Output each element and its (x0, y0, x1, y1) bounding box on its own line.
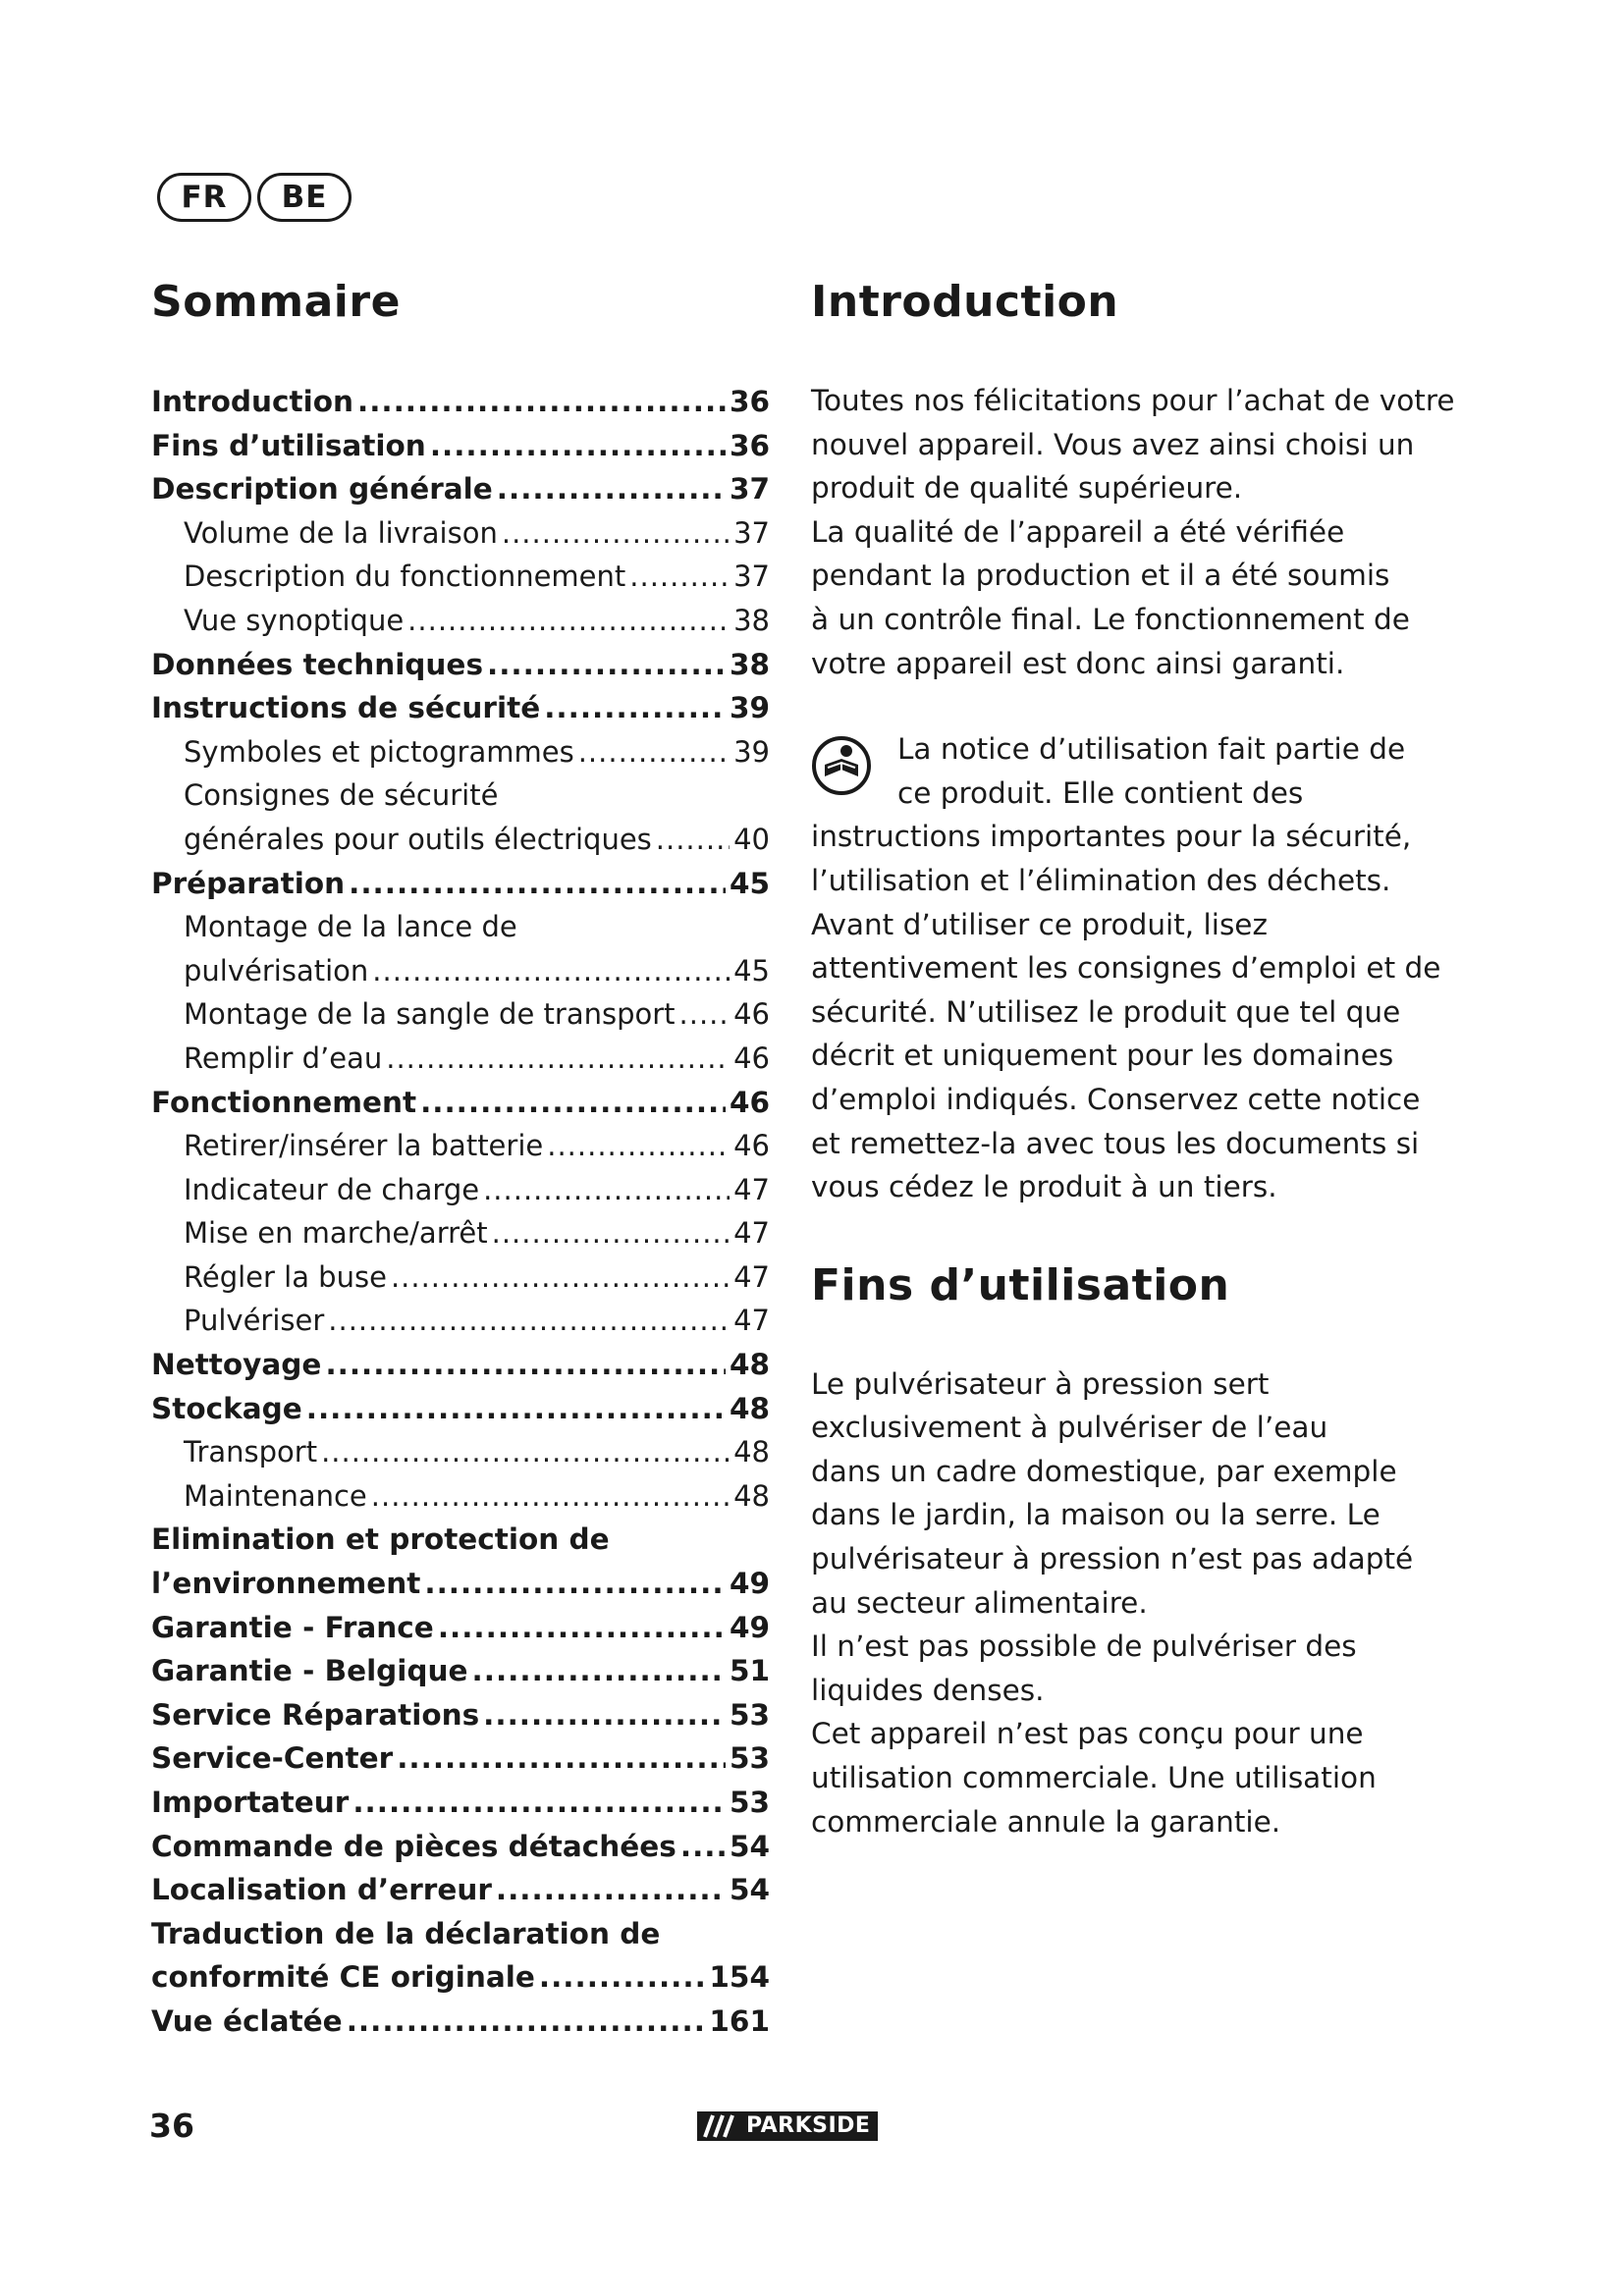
toc-entry (151, 1912, 770, 1956)
toc-entry-page: 54 (729, 1829, 770, 1863)
toc-entry-title: Description du fonctionnement (184, 560, 626, 594)
toc-entry-page: 37 (733, 560, 770, 594)
page-number: 36 (149, 2107, 194, 2145)
toc-entry-page: 53 (729, 1741, 770, 1776)
toc-entry (151, 1649, 770, 1693)
text-line: au secteur alimentaire. (811, 1585, 1148, 1620)
parkside-logo (697, 2111, 878, 2141)
toc-entry-title: Elimination et protection de (151, 1522, 610, 1557)
toc-entry-page: 45 (733, 953, 770, 988)
toc-leader-dots (321, 1430, 730, 1474)
toc-entry-page: 36 (729, 385, 770, 418)
toc-entry-title: Vue synoptique (184, 603, 405, 637)
text-line: nouvel appareil. Vous avez ainsi choisi un (811, 427, 1415, 461)
toc-entry-title: Indicateur de charge (184, 1172, 480, 1206)
notice-text (811, 727, 1459, 1209)
toc-entry-page: 47 (733, 1172, 770, 1206)
toc-entry-page: 46 (733, 1129, 770, 1163)
text-line: dans un cadre domestique, par exemple (811, 1454, 1397, 1488)
toc-entry-title: Volume de la livraison (184, 515, 498, 550)
toc-entry (151, 380, 770, 424)
toc-entry-page: 154 (709, 1960, 770, 1995)
toc-entry (151, 1606, 770, 1650)
toc-leader-dots (306, 1387, 726, 1431)
toc-entry-page: 37 (729, 472, 770, 507)
toc-leader-dots (656, 818, 730, 862)
toc-entry (151, 599, 770, 643)
toc-entry-title: Service Réparations (151, 1697, 480, 1732)
toc-entry-title: Stockage (151, 1391, 302, 1425)
toc-entry-page: 47 (733, 1304, 770, 1338)
text-line: votre appareil est donc ainsi garanti. (811, 646, 1345, 680)
text-line: Cet appareil n’est pas conçu pour une (811, 1717, 1364, 1751)
toc-entry-title: Service-Center (151, 1741, 394, 1776)
toc-entry (151, 1825, 770, 1869)
toc-entry (151, 1124, 770, 1168)
toc-entry-page: 38 (729, 647, 770, 681)
toc-entry (151, 1430, 770, 1474)
intended-use-title: Fins d’utilisation (811, 1259, 1230, 1310)
toc-leader-dots (497, 467, 726, 511)
toc-entry (151, 992, 770, 1037)
toc-entry-page: 40 (733, 822, 770, 856)
toc-leader-dots (391, 1255, 730, 1300)
toc-entry-title: Commande de pièces détachées (151, 1829, 677, 1863)
text-line: d’emploi indiqués. Conservez cette notice (811, 1082, 1421, 1116)
toc-entry-title: Nettoyage (151, 1348, 322, 1382)
toc-entry-page: 47 (733, 1216, 770, 1251)
text-line: sécurité. N’utilisez le produit que tel que (811, 994, 1401, 1029)
toc-entry-title: Symboles et pictogrammes (184, 734, 574, 769)
toc-entry (151, 818, 770, 862)
toc-entry (151, 1387, 770, 1431)
toc-entry-page: 39 (729, 691, 770, 725)
toc-entry (151, 1255, 770, 1300)
text-line: liquides denses. (811, 1673, 1045, 1707)
toc-entry-title: Traduction de la déclaration de (151, 1916, 661, 1950)
toc-entry (151, 511, 770, 556)
text-line: ce produit. Elle contient des (897, 775, 1304, 810)
brand-name: PARKSIDE (744, 2111, 878, 2141)
toc-entry-page: 49 (729, 1610, 770, 1644)
toc-leader-dots (544, 686, 726, 730)
toc-leader-dots (371, 1474, 730, 1519)
toc-entry-title: Maintenance (184, 1478, 367, 1513)
toc-entry (151, 1081, 770, 1125)
text-line: décrit et uniquement pour les domaines (811, 1039, 1394, 1073)
toc-entry-title: Garantie - Belgique (151, 1654, 468, 1688)
toc-leader-dots (547, 1124, 730, 1168)
toc-entry-title: Mise en marche/arrêt (184, 1216, 488, 1251)
text-line: pendant la production et il a été soumis (811, 559, 1390, 593)
toc-entry-page: 36 (729, 428, 770, 462)
toc-leader-dots (680, 1825, 726, 1869)
toc-entry (151, 424, 770, 468)
logo-slashes-icon (697, 2111, 744, 2141)
toc-entry-title: Montage de la lance de (184, 910, 517, 944)
text-line: La notice d’utilisation fait partie de (897, 732, 1406, 767)
text-line: vous cédez le produit à un tiers. (811, 1170, 1277, 1204)
toc-entry-page: 37 (733, 515, 770, 550)
toc-entry-title: Transport (184, 1435, 318, 1469)
toc-leader-dots (352, 1781, 726, 1825)
toc-entry-title: Importateur (151, 1786, 350, 1819)
toc-leader-dots (430, 424, 726, 468)
toc-entry-title: Remplir d’eau (184, 1041, 383, 1075)
toc-entry-title: pulvérisation (184, 953, 369, 988)
toc-leader-dots (372, 949, 730, 993)
text-line: La qualité de l’appareil a été vérifiée (811, 514, 1345, 549)
toc-entry-page: 46 (733, 1041, 770, 1075)
text-line: commerciale annule la garantie. (811, 1804, 1281, 1839)
toc-entry-title: Consignes de sécurité (184, 778, 499, 813)
toc-entry (151, 2000, 770, 2044)
toc-entry-title: l’environnement (151, 1567, 421, 1601)
toc-leader-dots (492, 1211, 730, 1255)
content-column (811, 270, 1459, 1843)
toc-entry-title: Préparation (151, 866, 346, 900)
text-line: utilisation commerciale. Une utilisation (811, 1761, 1377, 1795)
toc-leader-dots (539, 1955, 706, 2000)
toc-entry (151, 555, 770, 599)
toc-entry (151, 1168, 770, 1212)
toc-entry-page: 48 (733, 1478, 770, 1513)
toc-leader-dots (496, 1868, 726, 1912)
toc-leader-dots (347, 2000, 706, 2044)
toc-entry-title: Fonctionnement (151, 1085, 417, 1119)
notice-block (811, 727, 1459, 1209)
toc-entry-page: 45 (729, 866, 770, 900)
text-line: Il n’est pas possible de pulvériser des (811, 1629, 1357, 1664)
text-line: et remettez-la avec tous les documents si (811, 1126, 1420, 1160)
toc-entry (151, 1037, 770, 1081)
toc-leader-dots (679, 992, 731, 1037)
toc-entry-title: Localisation d’erreur (151, 1873, 492, 1907)
toc-leader-dots (472, 1649, 726, 1693)
toc-entry (151, 1343, 770, 1387)
toc-leader-dots (407, 599, 730, 643)
text-line: pulvérisateur à pression n’est pas adapté (811, 1542, 1414, 1576)
introduction-title: Introduction (811, 277, 1119, 327)
toc-entry-title: Garantie - France (151, 1610, 434, 1644)
toc-entry (151, 643, 770, 687)
toc-entry-title: Instructions de sécurité (151, 691, 541, 725)
toc-leader-dots (325, 1343, 726, 1387)
country-badge-be: BE (257, 173, 352, 222)
toc-entry-page: 51 (729, 1654, 770, 1688)
toc-entry-title: conformité CE originale (151, 1960, 535, 1995)
toc-entry-title: Pulvériser (184, 1304, 325, 1338)
toc-entry-title: Retirer/insérer la batterie (184, 1129, 544, 1163)
toc-entry (151, 905, 770, 949)
toc-entry (151, 467, 770, 511)
toc-entry (151, 1955, 770, 2000)
toc-leader-dots (502, 511, 730, 556)
toc-entry-title: Introduction (151, 385, 353, 418)
toc-entry-title: Description générale (151, 472, 493, 507)
toc-leader-dots (397, 1736, 726, 1781)
toc-leader-dots (424, 1562, 726, 1606)
text-line: à un contrôle final. Le fonctionnement de (811, 602, 1410, 636)
intended-use-text (811, 1362, 1459, 1844)
toc-leader-dots (629, 555, 730, 599)
text-line: dans le jardin, la maison ou la serre. Le (811, 1498, 1380, 1532)
toc-entry-page: 53 (729, 1697, 770, 1732)
text-line: instructions importantes pour la sécurité, (811, 820, 1412, 854)
toc-entry (151, 1474, 770, 1519)
text-line: l’utilisation et l’élimination des déchets. (811, 863, 1391, 897)
toc-title: Sommaire (151, 277, 401, 327)
toc-entry-title: Données techniques (151, 647, 483, 681)
toc-entry-title: Régler la buse (184, 1259, 387, 1294)
text-line: Toutes nos félicitations pour l’achat de votre (811, 384, 1455, 417)
toc-entry (151, 1781, 770, 1825)
toc-entry-page: 48 (729, 1348, 770, 1382)
toc-entry (151, 774, 770, 818)
toc-leader-dots (483, 1168, 730, 1212)
read-manual-icon (811, 735, 872, 796)
toc-entry-page: 47 (733, 1259, 770, 1294)
toc-entry (151, 1562, 770, 1606)
toc-leader-dots (349, 862, 726, 906)
toc-entry-page: 54 (729, 1873, 770, 1907)
country-badges (157, 173, 352, 222)
toc-entry (151, 1868, 770, 1912)
toc-entry-page: 49 (729, 1567, 770, 1601)
toc-entry-page: 48 (733, 1435, 770, 1469)
toc-entry (151, 1518, 770, 1562)
toc-entry-page: 46 (733, 997, 770, 1032)
toc-entry (151, 1736, 770, 1781)
toc-entry-page: 53 (729, 1786, 770, 1819)
text-line: exclusivement à pulvériser de l’eau (811, 1411, 1328, 1445)
toc-entry-title: Vue éclatée (151, 2003, 343, 2038)
toc-entry-page: 46 (729, 1085, 770, 1119)
toc-entry-page: 39 (733, 734, 770, 769)
introduction-text (811, 379, 1459, 685)
toc-leader-dots (328, 1299, 730, 1343)
toc-entry (151, 1299, 770, 1343)
text-line: produit de qualité supérieure. (811, 471, 1243, 506)
toc-list (151, 380, 770, 2044)
text-line: Avant d’utiliser ce produit, lisez (811, 907, 1268, 941)
toc-entry (151, 686, 770, 730)
toc-leader-dots (438, 1606, 726, 1650)
toc-entry-page: 161 (709, 2003, 770, 2038)
text-line: attentivement les consignes d’emploi et de (811, 951, 1441, 986)
toc-entry-page: 38 (733, 603, 770, 637)
table-of-contents (151, 270, 770, 2044)
toc-leader-dots (386, 1037, 730, 1081)
toc-entry (151, 949, 770, 993)
toc-leader-dots (578, 730, 730, 774)
toc-leader-dots (357, 380, 726, 424)
toc-entry-page: 48 (729, 1391, 770, 1425)
toc-entry (151, 1693, 770, 1737)
toc-leader-dots (420, 1081, 726, 1125)
toc-entry-title: générales pour outils électriques (184, 822, 652, 856)
toc-leader-dots (487, 643, 726, 687)
toc-leader-dots (483, 1693, 726, 1737)
toc-entry-title: Montage de la sangle de transport (184, 997, 676, 1032)
country-badge-fr: FR (157, 173, 251, 222)
text-line: Le pulvérisateur à pression sert (811, 1366, 1270, 1401)
toc-entry (151, 1211, 770, 1255)
toc-entry (151, 730, 770, 774)
toc-entry (151, 862, 770, 906)
toc-entry-title: Fins d’utilisation (151, 428, 426, 462)
